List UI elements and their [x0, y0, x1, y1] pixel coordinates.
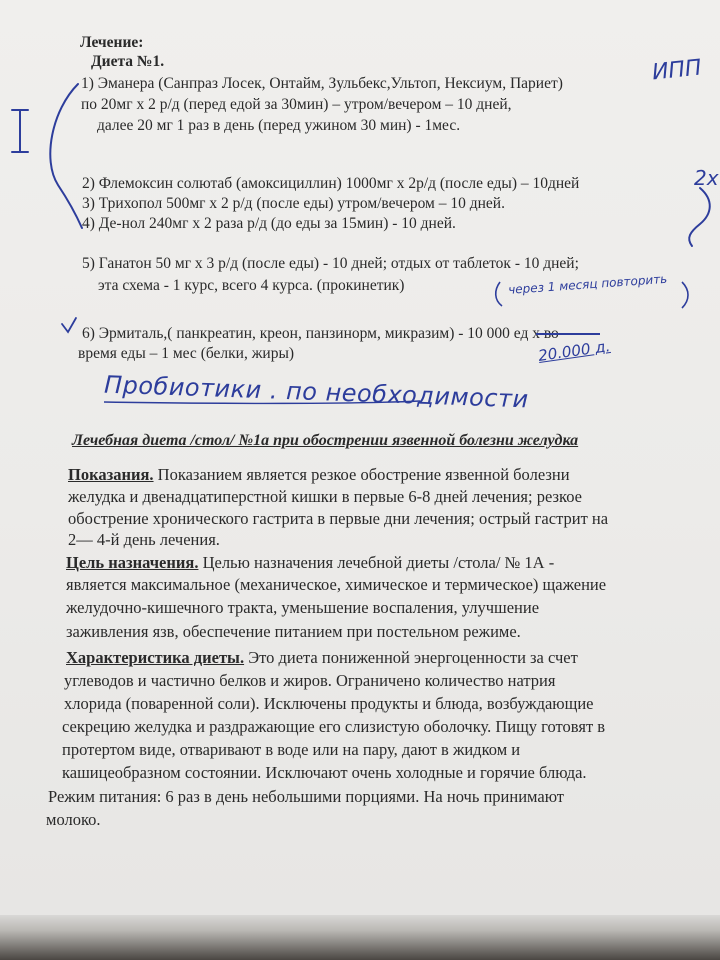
characteristics-line-6: кашицеобразном состоянии. Исключают очень холодные и горячие блюда.	[62, 763, 587, 782]
characteristics-line-8: молоко.	[46, 810, 101, 829]
indications-line-4: 2— 4-й день лечения.	[68, 530, 220, 549]
diet-1-heading: Диета №1.	[91, 53, 165, 70]
item-3: 3) Трихопол 500мг х 2 р/д (после еды) утром/вечером – 10 дней.	[82, 195, 505, 212]
item-2: 2) Флемоксин солютаб (амоксициллин) 1000мг х 2р/д (после еды) – 10дней	[82, 175, 580, 192]
purpose-text: Целью назначения лечебной диеты /стола/ № 1А -	[198, 553, 555, 572]
item-6-line-1: 6) Эрмиталь,( панкреатин, креон, панзинорм, микразим) - 10 000 ед х во	[82, 325, 559, 342]
item-1-line-1: 1) Эманера (Санпраз Лосек, Онтайм, Зульбекс,Ультоп, Нексиум, Париет)	[81, 75, 563, 92]
characteristics-label: Характеристика диеты.	[66, 648, 245, 667]
item-5-line-1: 5) Ганатон 50 мг х 3 р/д (после еды) - 10 дней; отдых от таблеток - 10 дней;	[82, 255, 579, 272]
characteristics-line-2: углеводов и частично белков и жиров. Ограничено количество натрия	[64, 671, 556, 690]
handwritten-ipp-note: ИПП	[650, 55, 703, 86]
characteristics-line-5: протертом виде, отваривают в воде или на пару, дают в жидком и	[62, 740, 521, 759]
item-6-line-2: время еды – 1 мес (белки, жиры)	[78, 345, 295, 362]
characteristics-line-3: хлорида (поваренной соли). Исключены продукты и блюда, возбуждающие	[64, 694, 594, 713]
item-1-line-3: далее 20 мг 1 раз в день (перед ужином 30 мин) - 1мес.	[97, 117, 461, 134]
characteristics-text: Это диета пониженной энергоценности за счет	[244, 648, 578, 667]
purpose-line-2: является максимальное (механическое, химическое и термическое) щажение	[66, 575, 607, 594]
purpose-label: Цель назначения.	[66, 553, 199, 572]
indications-text: Показанием является резкое обострение язвенной болезни	[153, 465, 570, 484]
item-5-line-2: эта схема - 1 курс, всего 4 курса. (прокинетик)	[98, 277, 405, 294]
purpose-line-4: заживления язв, обеспечение питанием при постельном режиме.	[66, 622, 521, 641]
indications-line-2: желудка и двенадцатиперстной кишки в первые 6-8 дней лечения; резкое	[68, 487, 582, 506]
handwritten-dose-note: 20.000 д.	[537, 337, 612, 365]
handwritten-2x-mark: 2x	[694, 166, 719, 190]
treatment-heading: Лечение:	[80, 34, 144, 51]
item-1-line-2: по 20мг х 2 р/д (перед едой за 30мин) – утром/вечером – 10 дней,	[81, 96, 512, 113]
indications-label: Показания.	[68, 465, 154, 484]
diet-section-title: Лечебная диета /стол/ №1а при обострении язвенной болезни желудка	[72, 432, 579, 449]
purpose-line-3: желудочно-кишечного тракта, уменьшение воспаления, улучшение	[66, 598, 540, 617]
characteristics-line-4: секрецию желудка и раздражающие его слизистую оболочку. Пищу готовят в	[62, 717, 606, 736]
characteristics-line-7: Режим питания: 6 раз в день небольшими порциями. На ночь принимают	[48, 787, 565, 806]
handwritten-repeat-note: через 1 месяц повторить	[507, 271, 668, 297]
item-4: 4) Де-нол 240мг х 2 раза р/д (до еды за 15мин) - 10 дней.	[82, 215, 456, 232]
photo-background-edge	[0, 915, 720, 960]
indications-line-3: обострение хронического гастрита в первые дни лечения; острый гастрит на	[68, 509, 609, 528]
handwritten-probiotics-note: Пробиотики . по необходимости	[103, 370, 530, 414]
